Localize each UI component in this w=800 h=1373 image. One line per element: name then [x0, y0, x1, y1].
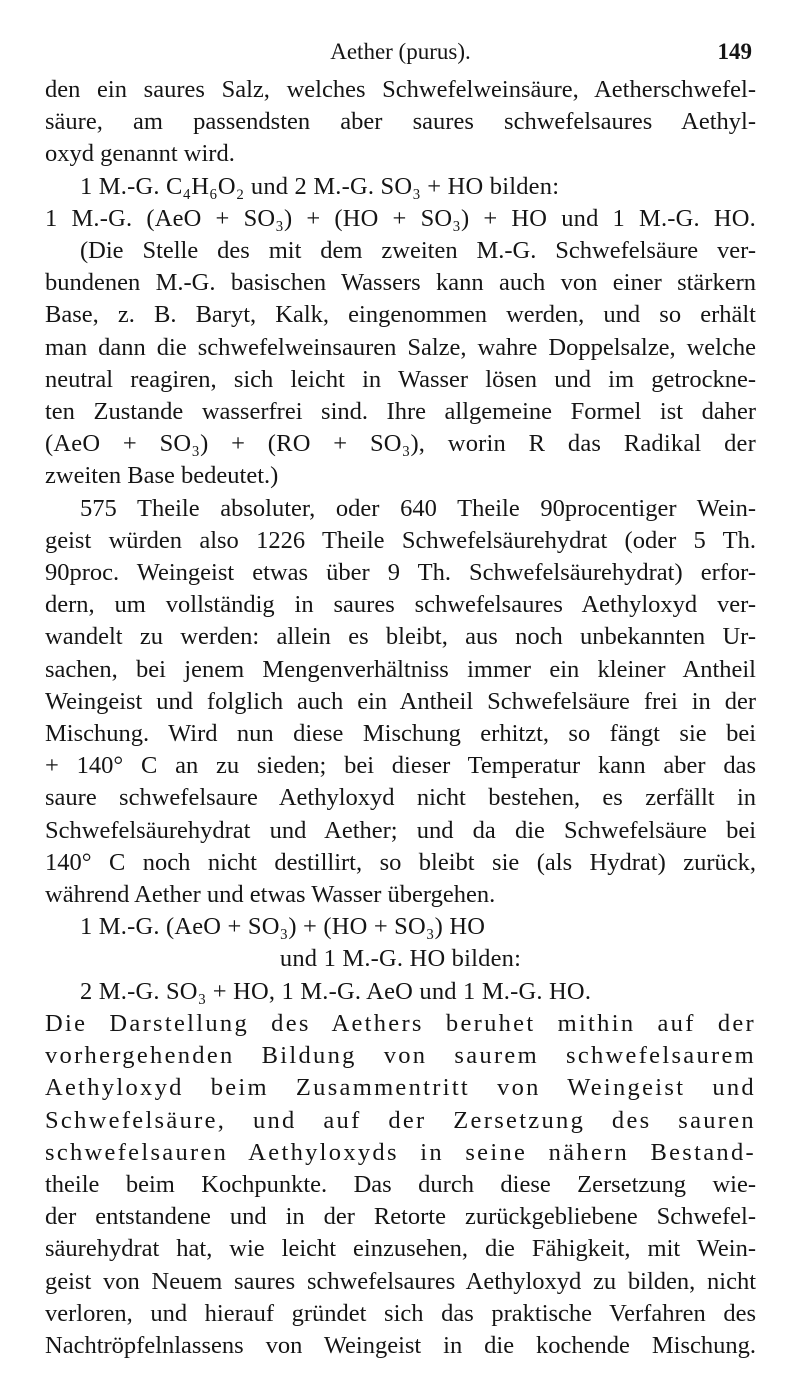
text-line: Nachtröpfelnlassens von Weingeist in die kochende Mischung. [45, 1331, 756, 1359]
text-line: der entstandene und in der Retorte zurückgebliebene Schwefel- [45, 1203, 756, 1231]
text-line: Aethyloxyd beim Zusammentritt von Weingeist und [45, 1074, 756, 1102]
text-line: Schwefelsäure, und auf der Zersetzung des sauren [45, 1106, 756, 1134]
formula-line: 1 M.-G. (AeO + SO₃) + (HO + SO₃) HO [80, 913, 486, 941]
text-line: Mischung. Wird nun diese Mischung erhitzt, so fängt sie bei [45, 720, 756, 748]
text-line: man dann die schwefelweinsauren Salze, wahre Doppelsalze, welche [45, 333, 756, 361]
text-line: theile beim Kochpunkte. Das durch diese Zersetzung wie- [45, 1170, 756, 1198]
text-line: zweiten Base bedeutet.) [45, 462, 279, 490]
text-line: Base, z. B. Baryt, Kalk, eingenommen werden, und so erhält [45, 301, 756, 329]
text-line: neutral reagiren, sich leicht in Wasser lösen und im getrockne- [45, 365, 756, 393]
formula-line: (AeO + SO₃) + (RO + SO₃), worin R das Radikal der [45, 430, 756, 458]
page-header [45, 34, 756, 74]
text-line: Schwefelsäurehydrat und Aether; und da die Schwefelsäure bei [45, 816, 756, 844]
text-line: schwefelsauren Aethyloxyds in seine nähern Bestand- [45, 1138, 756, 1166]
text-line: säurehydrat hat, wie leicht einzusehen, die Fähigkeit, mit Wein- [45, 1235, 756, 1263]
text-line: + 140° C an zu sieden; bei dieser Temperatur kann aber das [45, 752, 756, 780]
page-number: 149 [717, 39, 752, 64]
text-line: sachen, bei jenem Mengenverhältniss immer ein kleiner Antheil [45, 655, 756, 683]
text-line: während Aether und etwas Wasser übergehen. [45, 881, 496, 909]
text-line: geist würden also 1226 Theile Schwefelsäurehydrat (oder 5 Th. [45, 526, 756, 554]
text-line: säure, am passendsten aber saures schwefelsaures Aethyl- [45, 108, 756, 136]
text-line: wandelt zu werden: allein es bleibt, aus noch unbekannten Ur- [45, 623, 756, 651]
text-line: dern, um vollständig in saures schwefelsaures Aethyloxyd ver- [45, 591, 756, 619]
text-line: saure schwefelsaure Aethyloxyd nicht bestehen, es zerfällt in [45, 784, 756, 812]
text-line: Weingeist und folglich auch ein Antheil Schwefelsäure frei in der [45, 687, 756, 715]
formula-line: 2 M.-G. SO₃ + HO, 1 M.-G. AeO und 1 M.-G. HO. [80, 977, 592, 1005]
text-line: 575 Theile absoluter, oder 640 Theile 90procentiger Wein- [80, 494, 756, 522]
text-line: bundenen M.-G. basischen Wassers kann auch von einer stärkern [45, 269, 756, 297]
text-line: geist von Neuem saures schwefelsaures Aethyloxyd zu bilden, nicht [45, 1267, 756, 1295]
text-line: 140° C noch nicht destillirt, so bleibt sie (als Hydrat) zurück, [45, 848, 756, 876]
text-line: verloren, und hierauf gründet sich das praktische Verfahren des [45, 1299, 756, 1327]
formula-line: und 1 M.-G. HO bilden: [279, 945, 522, 973]
text-line: (Die Stelle des mit dem zweiten M.-G. Schwefelsäure ver- [80, 237, 756, 265]
formula-line: 1 M.-G. C₄H₆O₂ und 2 M.-G. SO₃ + HO bilden: [80, 172, 560, 200]
text-line: den ein saures Salz, welches Schwefelweinsäure, Aetherschwefel- [45, 76, 756, 103]
formula-line: 1 M.-G. (AeO + SO₃) + (HO + SO₃) + HO und 1 M.-G. HO. [45, 204, 756, 232]
running-title: Aether (purus). [330, 39, 471, 64]
text-line: 90proc. Weingeist etwas über 9 Th. Schwefelsäurehydrat) erfor- [45, 559, 756, 587]
body-text [45, 74, 756, 1362]
text-line: oxyd genannt wird. [45, 140, 235, 168]
text-line: Die Darstellung des Aethers beruhet mithin auf der [45, 1009, 756, 1037]
text-line: ten Zustande wasserfrei sind. Ihre allgemeine Formel ist daher [45, 398, 756, 426]
text-line: vorhergehenden Bildung von saurem schwefelsaurem [45, 1042, 756, 1070]
